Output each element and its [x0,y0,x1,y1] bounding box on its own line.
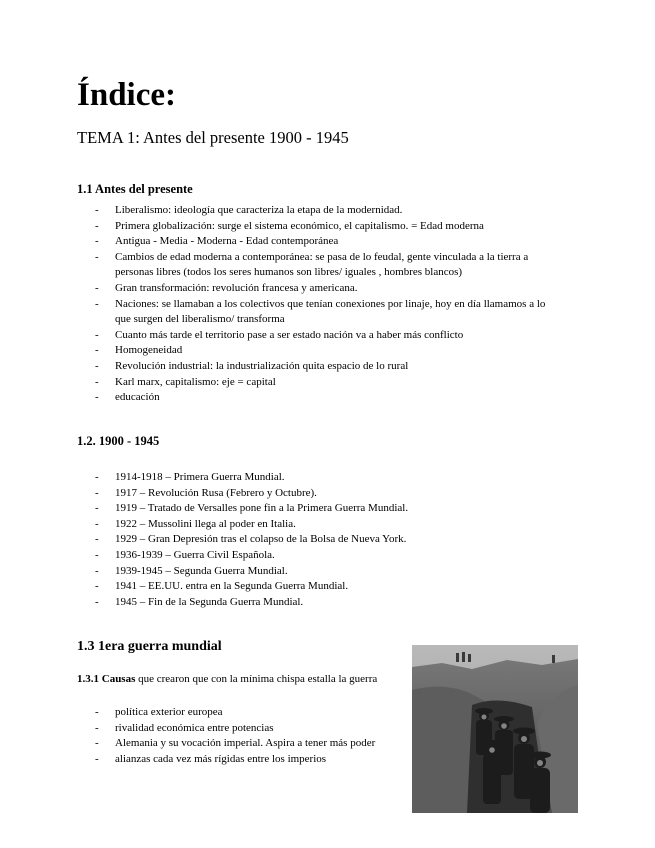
section-1-heading: 1.1 Antes del presente [77,182,193,196]
list-item: - rivalidad económica entre potencias [77,721,375,737]
list-item: - política exterior europea [77,705,375,721]
list-item: - 1929 – Gran Depresión tras el colapso de la Bolsa de Nueva York. [77,532,408,548]
list-item: - 1941 – EE.UU. entra en la Segunda Guerra Mundial. [77,579,408,595]
section-2-list [77,470,408,610]
section-3-list [77,705,375,767]
list-item: - Homogeneidad [77,343,545,359]
section-3-heading: 1.3 1era guerra mundial [77,639,222,654]
list-item: - 1914-1918 – Primera Guerra Mundial. [77,470,408,486]
list-item: - Primera globalización: surge el sistema económico, el capitalismo. = Edad moderna [77,219,545,235]
list-item: - Gran transformación: revolución francesa y americana. [77,281,545,297]
list-item: - Cuanto más tarde el territorio pase a ser estado nación va a haber más conflicto [77,328,545,344]
section-1-list [77,203,545,406]
list-item: - Antigua - Media - Moderna - Edad contemporánea [77,234,545,250]
list-item: - 1945 – Fin de la Segunda Guerra Mundial. [77,595,408,611]
soldiers-in-trench-image [412,645,578,813]
tema-heading: TEMA 1: Antes del presente 1900 - 1945 [77,128,349,147]
list-item: - Karl marx, capitalismo: eje = capital [77,375,545,391]
list-item: - 1922 – Mussolini llega al poder en Italia. [77,517,408,533]
list-item: - alianzas cada vez más rígidas entre los imperios [77,752,375,768]
list-item: - Naciones: se llamaban a los colectivos que tenían conexiones por linaje, hoy en día llamamos a lo que surgen del liberalismo/ transforma [77,297,545,328]
list-item: - 1939-1945 – Segunda Guerra Mundial. [77,564,408,580]
list-item: - Alemania y su vocación imperial. Aspira a tener más poder [77,736,375,752]
list-item: - 1917 – Revolución Rusa (Febrero y Octubre). [77,486,408,502]
trench-photo [412,645,578,813]
list-item: - Cambios de edad moderna a contemporánea: se pasa de lo feudal, gente vinculada a la tierra a personas libres (todos los seres humanos son libres/ iguales , hombres blancos) [77,250,545,281]
section-2-heading: 1.2. 1900 - 1945 [77,434,160,448]
list-item: - 1936-1939 – Guerra Civil Española. [77,548,408,564]
list-item: - 1919 – Tratado de Versalles pone fin a la Primera Guerra Mundial. [77,501,408,517]
list-item: - educación [77,390,545,406]
page-title: Índice: [77,77,176,113]
list-item: - Revolución industrial: la industrialización quita espacio de lo rural [77,359,545,375]
subsection-heading: 1.3.1 Causas que crearon que con la mínima chispa estalla la guerra [77,673,378,685]
list-item: - Liberalismo: ideología que caracteriza la etapa de la modernidad. [77,203,545,219]
